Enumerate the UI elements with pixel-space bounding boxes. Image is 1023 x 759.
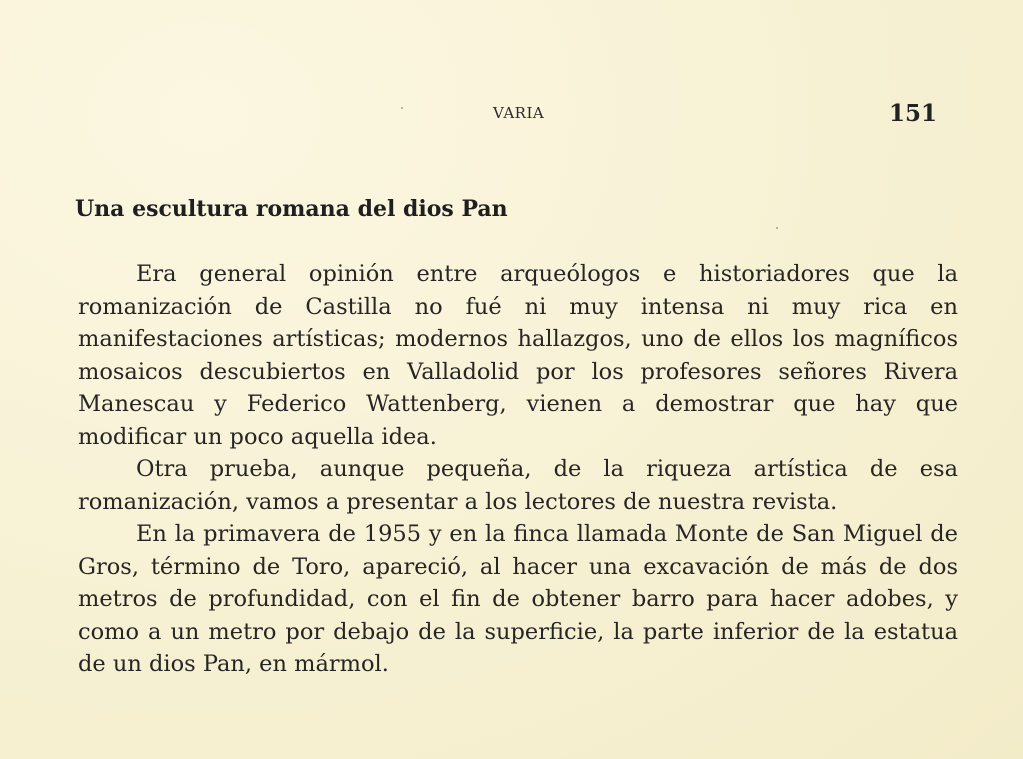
article-body	[78, 258, 958, 681]
paragraph-1: Era general opinión entre arqueólogos e historiadores que la romanización de Castilla no fué ni muy intensa ni muy rica en manifestaciones artísticas; modernos hallazgos, uno de ellos los magníficos mosaicos descubiertos en Valladolid por los profesores señores Rivera Manescau y Federico Wattenberg, vienen a demostrar que hay que modificar un poco aquella idea.	[78, 261, 958, 450]
paragraph-2: Otra prueba, aunque pequeña, de la riqueza artística de esa romanización, vamos a presentar a los lectores de nuestra revista.	[78, 456, 958, 515]
page-number: 151	[889, 100, 938, 127]
paper-speck	[776, 227, 778, 229]
paper-speck	[401, 107, 403, 109]
article-title: Una escultura romana del dios Pan	[75, 196, 508, 222]
paragraph-3: En la primavera de 1955 y en la finca llamada Monte de San Miguel de Gros, término de Toro, apareció, al hacer una excavación de más de dos metros de profundidad, con el fin de obtener barro para hacer adobes, y como a un metro por debajo de la superficie, la parte inferior de la estatua de un dios Pan, en mármol.	[78, 521, 958, 677]
running-head: VARIA	[493, 104, 545, 122]
